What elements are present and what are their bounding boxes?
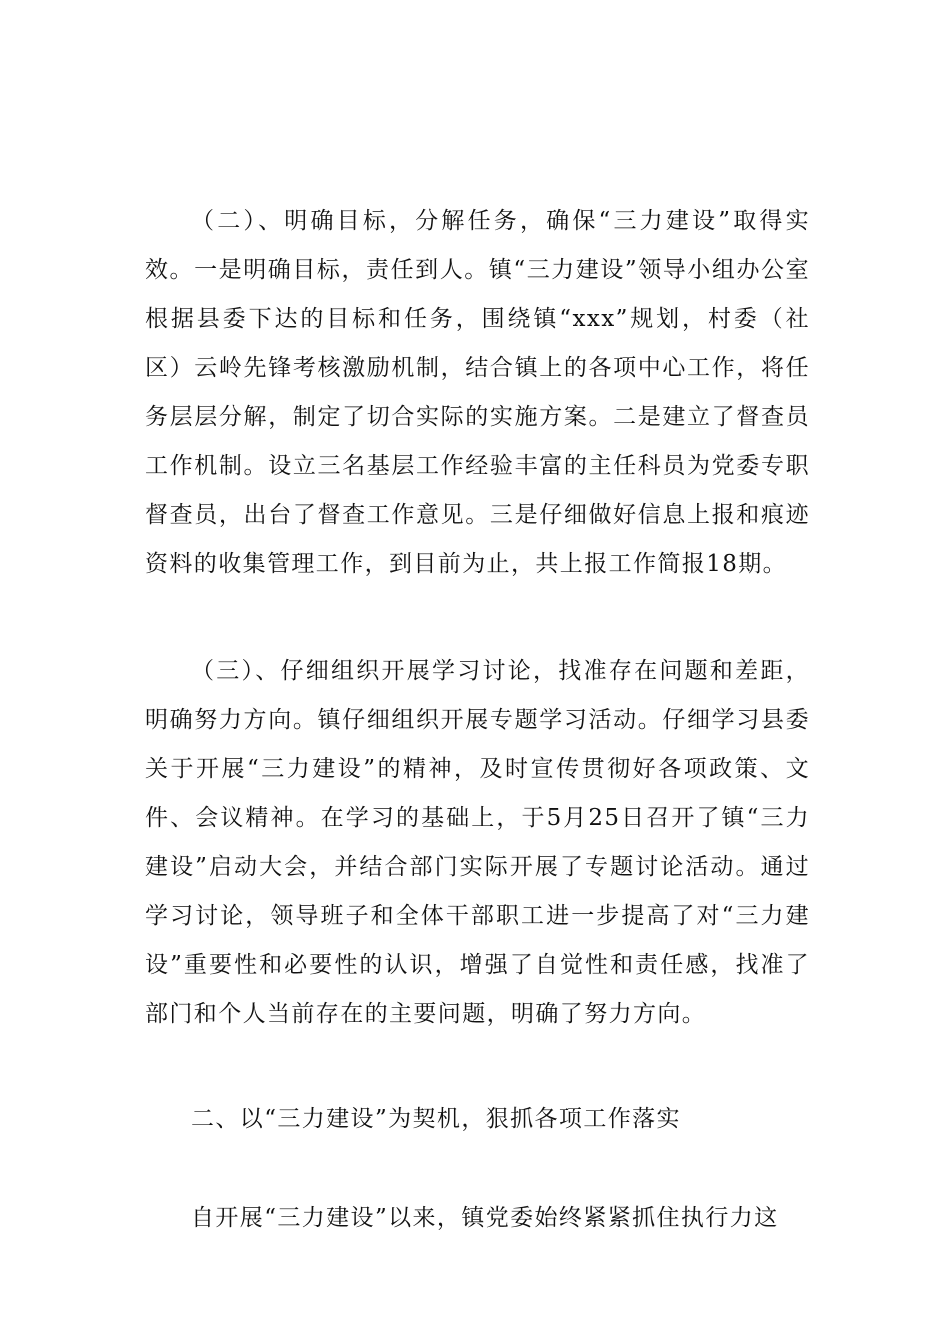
section-heading: 二、以“三力建设”为契机，狠抓各项工作落实 [191, 1106, 681, 1132]
paragraph-section-3: （三）、仔细组织开展学习讨论，找准存在问题和差距，明确努力方向。镇仔细组织开展专题学习活动。仔细学习县委关于开展“三力建设”的精神，及时宣传贯彻好各项政策、文件、会议精神。在学习的基础上，于5月25日召开了镇“三力建设”启动大会，并结合部门实际开展了专题讨论活动。通过学习讨论，领导班子和全体干部职工进一步提高了对“三力建设”重要性和必要性的认识，增强了自觉性和责任感，找准了部门和个人当前存在的主要问题，明确了努力方向。 [145, 658, 810, 1027]
paragraph-intro: 自开展“三力建设”以来，镇党委始终紧紧抓住执行力这 [191, 1205, 779, 1231]
paragraph-section-2: （二）、明确目标，分解任务，确保“三力建设”取得实效。一是明确目标，责任到人。镇“三力建设”领导小组办公室根据县委下达的目标和任务，围绕镇“xxx”规划，村委（社区）云岭先锋考核激励机制，结合镇上的各项中心工作，将任务层层分解，制定了切合实际的实施方案。二是建立了督查员工作机制。设立三名基层工作经验丰富的主任科员为党委专职督查员，出台了督查工作意见。三是仔细做好信息上报和痕迹资料的收集管理工作，到目前为止，共上报工作简报18期。 [145, 208, 810, 577]
